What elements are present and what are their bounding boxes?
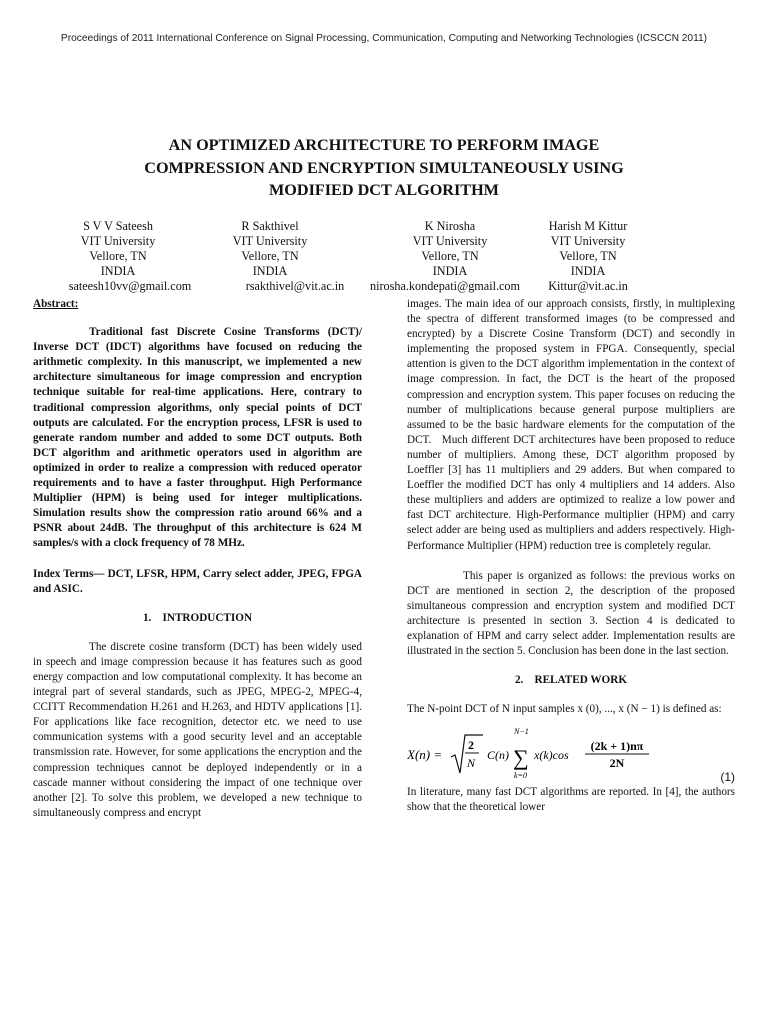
author-city: Vellore, TN	[89, 249, 147, 263]
sum-upper-limit: N−1	[514, 727, 529, 737]
fraction-numerator: 2	[468, 738, 474, 753]
author-affiliation: VIT University	[80, 234, 156, 248]
cos-argument-denominator: 2N	[609, 756, 625, 771]
author-affiliation: VIT University	[232, 234, 308, 248]
author-block-1	[62, 219, 174, 279]
cos-argument-numerator: (2k + 1)nπ	[590, 739, 644, 754]
proceedings-header: Proceedings of 2011 International Conference on Signal Processing, Communication, Computing and Networking Technologies (ICSCCN 2011)	[60, 33, 708, 44]
abstract-text: Traditional fast Discrete Cosine Transforms (DCT)/ Inverse DCT (IDCT) algorithms have focused on reducing the arithmetic complexity. In this manuscript, we implemented a new architecture simultaneous for image compression and encryption technique suitable for real-time applications. Here, contrary to traditional compression algorithms, only special points of DCT outputs are calculated. For the encryption process, LFSR is used to generate random number and added to some DCT outputs. Both DCT algorithm and arithmetic operators used in algorithm are optimized in order to realize a compression with reduced operator requirements and to have a faster throughput. High Performance Multiplier (HPM) is being used for integer multiplications. Simulation results show the compression ratio around 66% and a PSNR about 24dB. The throughput of this architecture is 624 M samples/s with a clock frequency of 78 MHz.	[33, 326, 362, 550]
abstract-heading: Abstract:	[33, 298, 79, 310]
author-email: rsakthivel@vit.ac.in	[245, 279, 345, 293]
introduction-heading: 1. INTRODUCTION	[142, 611, 253, 624]
equation-number: (1)	[720, 770, 735, 785]
index-terms: Index Terms— DCT, LFSR, HPM, Carry select adder, JPEG, FPGA and ASIC.	[33, 567, 362, 595]
right-paragraph-2: This paper is organized as follows: the previous works on DCT are mentioned in section 2, the description of the proposed simultaneous compression and encryption system and modified DCT architecture is presented in section 3. Section 4 is dedicated to explanation of HPM and carry select adder. Implementation results are illustrated in the section 5. Conclusion has been done in the last section.	[407, 569, 735, 658]
right-paragraph-4: In literature, many fast DCT algorithms are reported. In [4], the authors show that the theoretical lower	[407, 786, 735, 814]
equation-term: x(k)cos	[534, 748, 569, 763]
author-block-4	[518, 219, 658, 279]
author-country: INDIA	[252, 264, 288, 278]
author-affiliation: VIT University	[550, 234, 626, 248]
right-paragraph-1: images. The main idea of our approach consists, firstly, in multiplexing the spectra of different transformed images (to be compressed and encrypted) by a Discrete Cosine Transform (DCT) and secondly in implementing the proposed system in FPGA. Consequently, special attention is given to the DCT algorithm implementation in the context of image compression. In fact, the DCT is the heart of the proposed compression and encryption system. This paper focuses on reducing the number of multiplications because general purpose multipliers are assumed to be the basic hardware elements for the computation of the DCT. Much different DCT architectures have been proposed to reduce number of multipliers. Among these, DCT algorithm proposed by Loeffler [3] has 11 multipliers and 29 adders. But when compared to Loeffler the modified DCT has only 4 multipliers and 14 adders. Also these multipliers and adders are optimized to realize a low power and fast DCT architecture. High-Performance multiplier (HPM) and carry select adder are being used as multipliers and adders respectively. High-Performance Multiplier (HPM) reduction tree is completely regular.	[407, 298, 735, 552]
right-paragraph-3: The N-point DCT of N input samples x (0), ..., x (N − 1) is defined as:	[407, 703, 722, 716]
equation-lhs: X(n) =	[407, 747, 443, 763]
left-column	[33, 297, 362, 821]
dct-equation	[407, 723, 735, 785]
author-country: INDIA	[570, 264, 606, 278]
sum-symbol: ∑	[513, 745, 529, 771]
author-email-3	[355, 279, 535, 294]
title-line-2: COMPRESSION AND ENCRYPTION SIMULTANEOUSLY USING	[144, 158, 624, 177]
author-email-1	[30, 279, 230, 294]
fraction-denominator: N	[466, 756, 476, 771]
author-email-4	[528, 279, 648, 294]
related-work-heading: 2. RELATED WORK	[514, 674, 628, 687]
right-column	[407, 297, 735, 816]
introduction-text: The discrete cosine transform (DCT) has been widely used in speech and image compression because it has features such as good energy compaction and low computational complexity. It has become an integral part of several standards, such as JPEG, MPEG-2, MPEG-4, CCITT Recommendation H.261 and H.263, and HDTV applications [1]. For applications like face recognition, detector etc. we need to use communication systems with a good security level and an acceptable transmission rate. However, for some applications the encryption and the compression techniques cannot be deployed independently or in a cascade manner without considering the impact of one technique over another [2]. To solve this problem, we developed a new technique to simultaneously compress and encrypt	[33, 640, 362, 819]
title-line-3: MODIFIED DCT ALGORITHM	[269, 181, 499, 199]
author-city: Vellore, TN	[241, 249, 299, 263]
author-name: Harish M Kittur	[548, 219, 628, 233]
author-country: INDIA	[100, 264, 136, 278]
author-email: sateesh10vv@gmail.com	[68, 279, 192, 293]
sum-lower-limit: k=0	[514, 771, 527, 781]
title-line-1: AN OPTIMIZED ARCHITECTURE TO PERFORM IMAGE	[168, 136, 600, 154]
author-name: R Sakthivel	[241, 219, 299, 233]
author-email: Kittur@vit.ac.in	[548, 279, 628, 293]
author-block-2	[210, 219, 330, 279]
author-email-2	[230, 279, 360, 294]
author-name: K Nirosha	[424, 219, 476, 233]
author-city: Vellore, TN	[421, 249, 479, 263]
author-city: Vellore, TN	[559, 249, 617, 263]
author-email: nirosha.kondepati@gmail.com	[370, 279, 520, 293]
author-country: INDIA	[432, 264, 468, 278]
author-affiliation: VIT University	[412, 234, 488, 248]
paper-title	[60, 134, 708, 202]
author-block-3	[380, 219, 520, 279]
author-name: S V V Sateesh	[83, 219, 153, 233]
equation-coefficient: C(n)	[487, 748, 509, 763]
equation-formula	[407, 723, 677, 785]
